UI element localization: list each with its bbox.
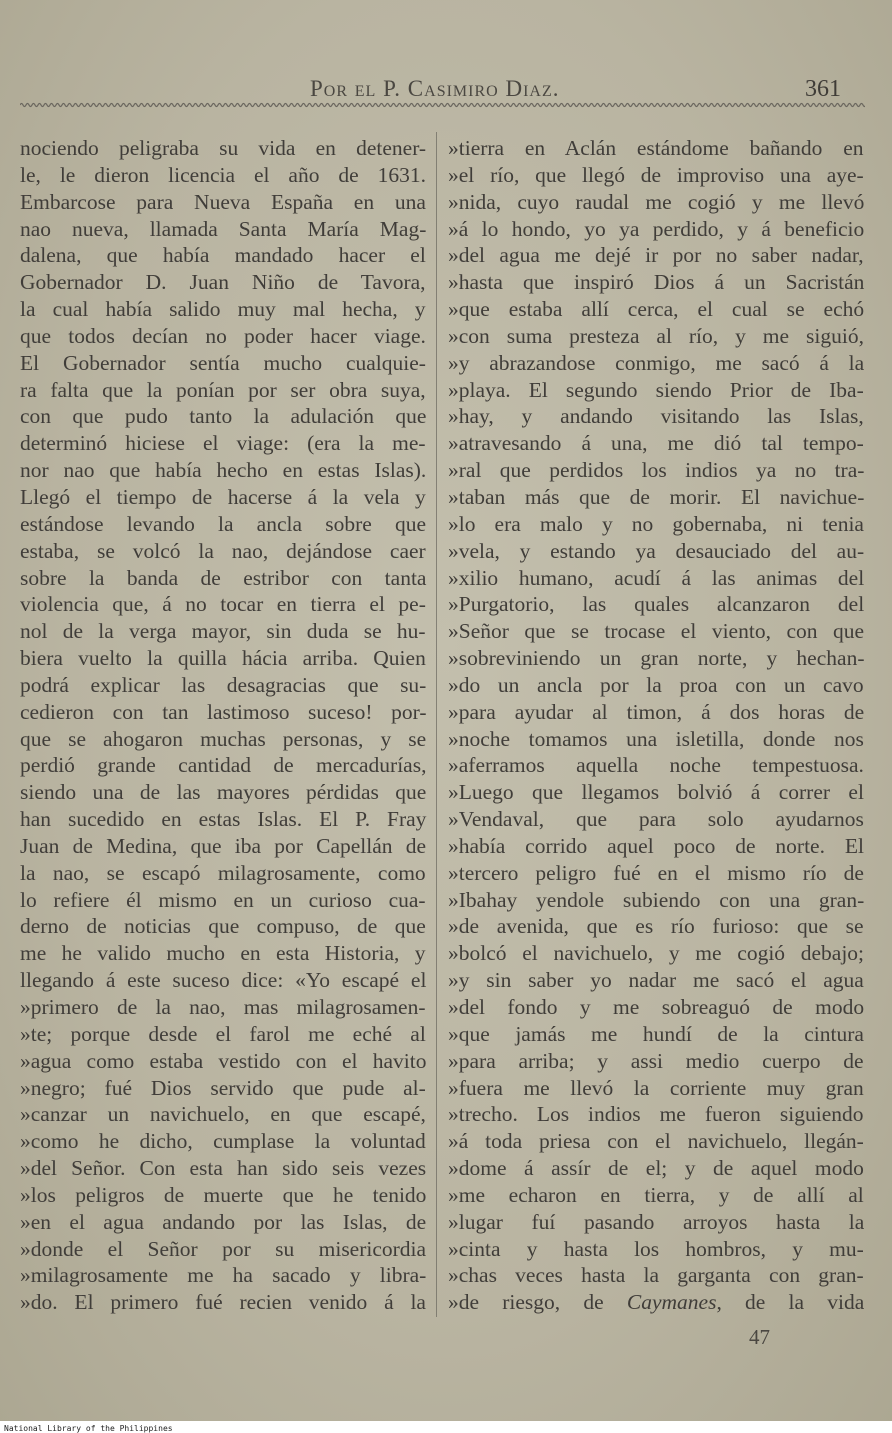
text-line: llegando á este suceso dice: «Yo escapé el: [20, 968, 427, 993]
text-line: »como he dicho, cumplase la voluntad: [20, 1129, 426, 1154]
text-line: estaba, se volcó la nao, dejándose caer: [20, 538, 426, 563]
text-line: la cual había salido muy mal hecha, y: [20, 297, 426, 322]
text-line: »á lo hondo, yo ya perdido, y á beneficio: [448, 216, 865, 241]
text-line: »para arriba; y assi medio cuerpo de: [448, 1048, 864, 1073]
text-line: »ral que perdidos los indios ya no tra-: [448, 458, 865, 483]
header-wavy-rule: [20, 101, 865, 109]
text-line: »y sin saber yo nadar me sacó el agua: [448, 968, 864, 993]
text-line-last: [448, 1289, 864, 1316]
text-line: »que estaba allí cerca, el cual se echó: [448, 297, 865, 322]
text-line: determinó hiciese el viage: (era la me-: [20, 431, 426, 456]
text-line: nociendo peligraba su vida en detener-: [20, 136, 427, 160]
text-line: »había corrido aquel poco de norte. El: [448, 833, 864, 858]
text-line: »de avenida, que es río furioso: que se: [448, 914, 864, 939]
text-line: la nao, se escapó milagrosamente, como: [20, 860, 426, 885]
text-line: »primero de la nao, mas milagrosamen-: [20, 995, 426, 1019]
text-line: »tercero peligro fué en el mismo río de: [448, 860, 864, 885]
text-line: »cinta y hasta los hombros, y mu-: [448, 1236, 864, 1261]
text-line: han sucedido en estas Islas. El P. Fray: [20, 807, 427, 832]
text-line: »do. El primero fué recien venido á la: [20, 1290, 426, 1315]
text-line: »el río, que llegó de improviso una aye-: [448, 162, 864, 187]
text-line: nol de la verga mayor, sin duda se hu-: [20, 619, 426, 644]
text-line: perdió grande cantidad de mercadurías,: [20, 753, 427, 778]
text-line: »Luego que llegamos bolvió á correr el: [448, 780, 864, 805]
text-line: Juan de Medina, que iba por Capellán de: [20, 833, 427, 858]
text-line: »agua como estaba vestido con el havito: [20, 1048, 427, 1073]
text-line: »los peligros de muerte que he tenido: [20, 1182, 427, 1207]
text-line: »atravesando á una, me dió tal tempo-: [448, 431, 864, 456]
text-line: biera vuelto la quilla hácia arriba. Quien: [20, 646, 426, 671]
text-line: »xilio humano, acudí á las animas del: [448, 565, 865, 590]
text-line: lo refiere él mismo en un curioso cua-: [20, 887, 426, 912]
last-line-italic: Caymanes: [626, 1290, 717, 1315]
text-line: »bolcó el navichuelo, y me cogió debajo;: [448, 941, 865, 966]
text-line: »vela, y estando ya desauciado del au-: [448, 538, 865, 563]
text-line: El Gobernador sentía mucho cualquie-: [20, 350, 426, 375]
text-line: »Purgatorio, las quales alcanzaron del: [448, 592, 865, 617]
column-divider: [436, 132, 437, 1317]
text-line: »playa. El segundo siendo Prior de Iba-: [448, 377, 864, 402]
text-line: »para ayudar al timon, á dos horas de: [448, 699, 865, 724]
text-line: »hay, y andando visitando las Islas,: [448, 404, 864, 429]
text-line: cedieron con tan lastimoso suceso! por-: [20, 699, 427, 724]
text-line: »á toda priesa con el navichuelo, llegán-: [448, 1129, 864, 1154]
text-line: »fuera me llevó la corriente muy gran: [448, 1075, 864, 1100]
text-line: »del agua me dejé ir por no saber nadar,: [448, 243, 864, 268]
text-line: »te; porque desde el farol me eché al: [20, 1021, 426, 1046]
page-number: 361: [805, 76, 841, 102]
text-line: que todos decían no poder hacer viage.: [20, 323, 426, 348]
text-line: »chas veces hasta la garganta con gran-: [448, 1263, 864, 1288]
text-line: me he valido mucho en esta Historia, y: [20, 941, 426, 966]
text-line: Embarcose para Nueva España en una: [20, 189, 426, 214]
text-line: »del Señor. Con esta han sido seis vezes: [20, 1156, 427, 1181]
text-line: »dome á assír de el; y de aquel modo: [448, 1156, 864, 1181]
text-line: sobre la banda de estribor con tanta: [20, 565, 427, 590]
text-line: Gobernador D. Juan Niño de Tavora,: [20, 270, 426, 295]
text-line: »lugar fuí pasando arroyos hasta la: [448, 1209, 865, 1234]
text-line: »del fondo y me sobreaguó de modo: [448, 995, 865, 1019]
text-line: »con suma presteza al río, y me siguió,: [448, 323, 864, 348]
text-line: »aferramos aquella noche tempestuosa.: [448, 753, 864, 778]
text-line: podrá explicar las desagracias que su-: [20, 672, 427, 697]
text-line: »sobreviniendo un gran norte, y hechan-: [448, 646, 865, 671]
text-line: »donde el Señor por su misericordia: [20, 1236, 427, 1261]
text-line: nor nao que había hecho en estas Islas).: [20, 458, 427, 483]
text-line: »do un ancla por la proa con un cavo: [448, 672, 864, 697]
last-line-suffix: , de la vida: [716, 1290, 865, 1315]
text-line: »tierra en Aclán estándome bañando en: [448, 136, 864, 160]
text-line: violencia que, á no tocar en tierra el pe-: [20, 592, 426, 617]
text-line: »taban más que de morir. El navichue-: [448, 484, 865, 509]
text-line: »Vendaval, que para solo ayudarnos: [448, 807, 864, 832]
text-line: »noche tomamos una isletilla, donde nos: [448, 726, 864, 751]
text-line: dalena, que había mandado hacer el: [20, 243, 426, 268]
text-line: estándose levando la ancla sobre que: [20, 511, 426, 536]
signature-mark: 47: [749, 1325, 770, 1349]
text-line: »milagrosamente me ha sacado y libra-: [20, 1263, 427, 1288]
last-line-prefix: »de riesgo, de: [448, 1290, 627, 1315]
text-line: »me echaron en tierra, y de allí al: [448, 1182, 864, 1207]
text-line: derno de noticias que compuso, de que: [20, 914, 426, 939]
left-column: [20, 135, 426, 1316]
text-line: »nida, cuyo raudal me cogió y me llevó: [448, 189, 865, 214]
text-line: »en el agua andando por las Islas, de: [20, 1209, 427, 1234]
text-line: »Ibahay yendole subiendo con una gran-: [448, 887, 865, 912]
text-line: siendo una de las mayores pérdidas que: [20, 780, 427, 805]
text-line: Llegó el tiempo de hacerse á la vela y: [20, 484, 426, 509]
text-line: con que pudo tanto la adulación que: [20, 404, 427, 429]
running-title: Por el P. Casimiro Diaz.: [310, 76, 560, 101]
text-line: »Señor que se trocase el viento, con que: [448, 619, 865, 644]
text-line: »negro; fué Dios servido que pude al-: [20, 1075, 426, 1100]
text-line: »canzar un navichuelo, en que escapé,: [20, 1102, 426, 1127]
text-line: »trecho. Los indios me fueron siguiendo: [448, 1102, 864, 1127]
text-line: le, le dieron licencia el año de 1631.: [20, 162, 427, 187]
text-line: »y abrazandose conmigo, me sacó á la: [448, 350, 865, 375]
text-line: »lo era malo y no gobernaba, ni tenia: [448, 511, 864, 536]
text-line: que se ahogaron muchas personas, y se: [20, 726, 427, 751]
right-column: [448, 135, 864, 1316]
text-line: ra falta que la ponían por ser obra suya,: [20, 377, 426, 402]
text-line: »hasta que inspiró Dios á un Sacristán: [448, 270, 865, 295]
footer-attribution: National Library of the Philippines: [4, 1424, 173, 1433]
text-line: »que jamás me hundí de la cintura: [448, 1021, 864, 1046]
text-line: nao nueva, llamada Santa María Mag-: [20, 216, 427, 241]
